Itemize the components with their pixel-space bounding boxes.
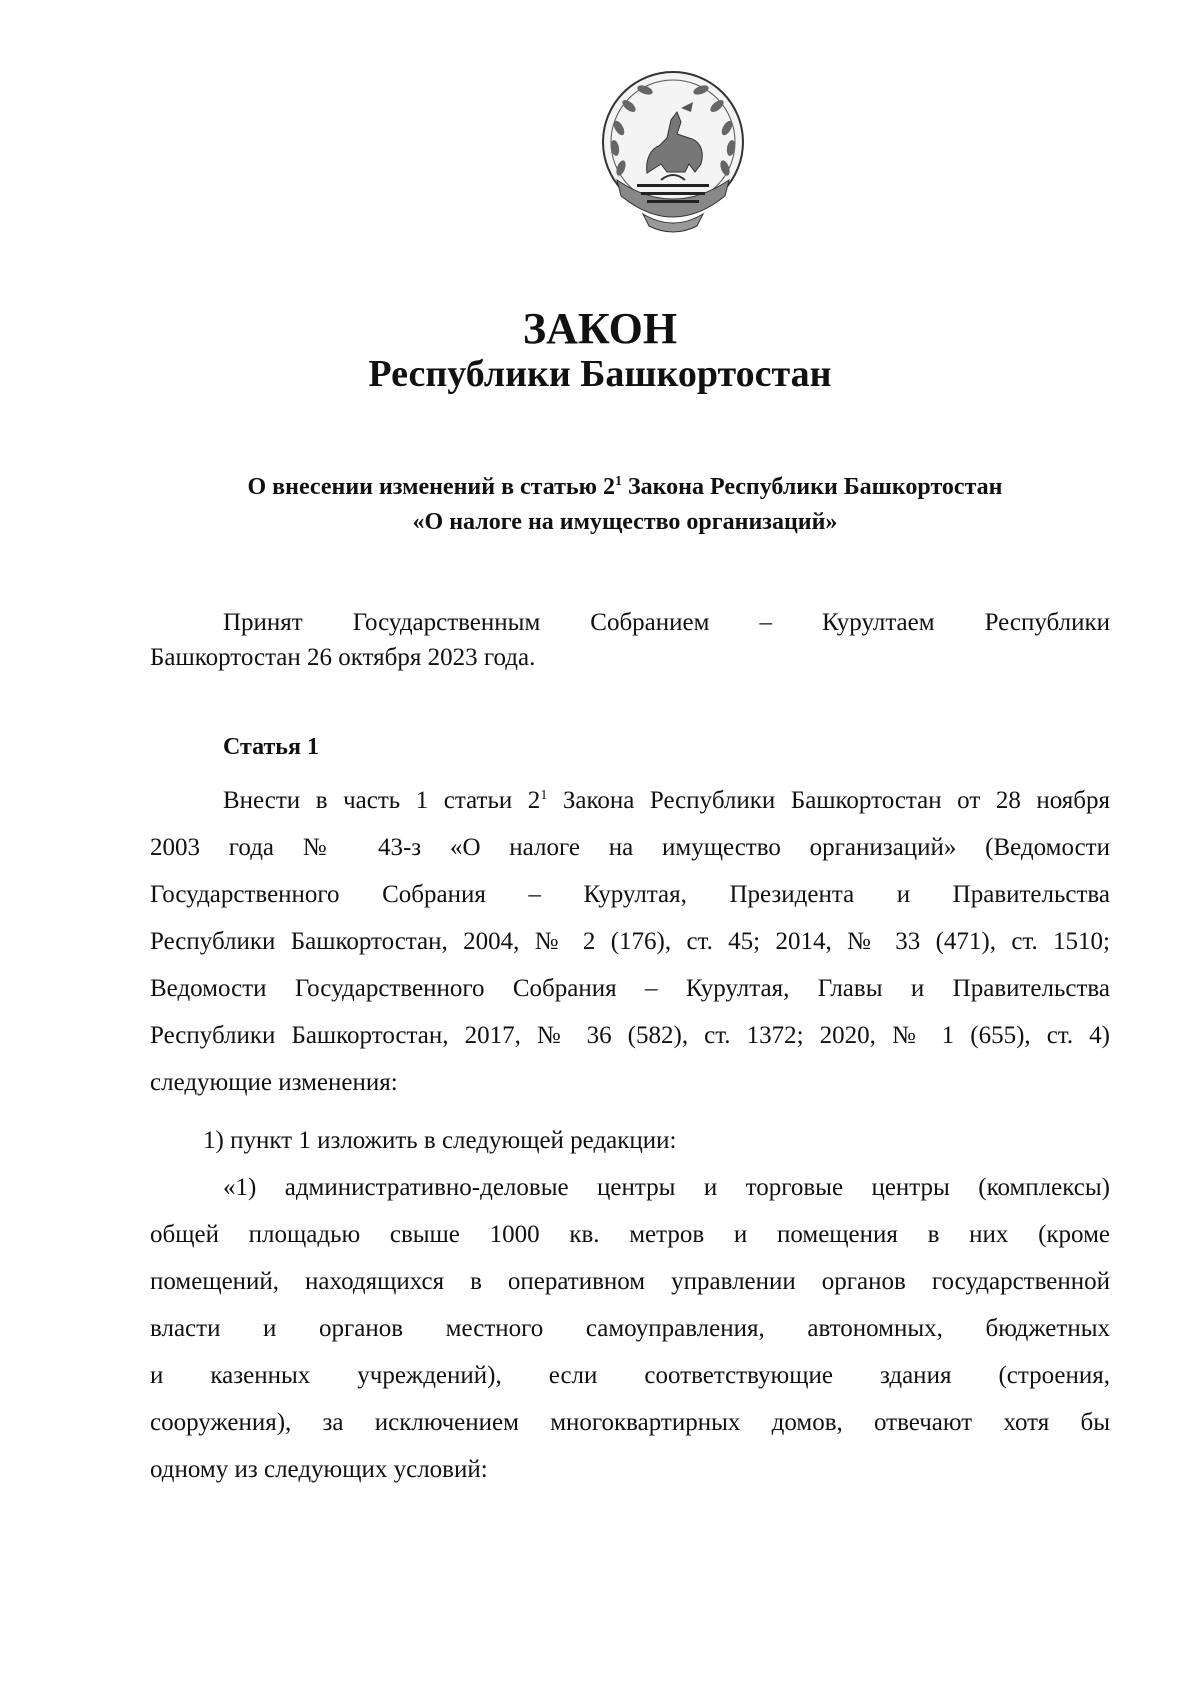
adoption-line-2: Башкортостан 26 октября 2023 года. [150,644,536,671]
paragraph-1-line-5: Ведомости Государственного Собрания – Курултая, Главы и Правительства [150,975,1110,1002]
law-name-line-1b: Закона Республики Башкортостан [621,474,1003,500]
paragraph-2-line-1: 1) пункт 1 изложить в следующей редакции: [203,1127,677,1154]
paragraph-3-line-7: одному из следующих условий: [150,1456,488,1483]
adoption-line-1: Принят Государственным Собранием – Курултаем Республики [223,609,1110,636]
paragraph-1-line-3: Государственного Собрания – Курултая, Президента и Правительства [150,881,1110,908]
paragraph-3-line-4: власти и органов местного самоуправления, автономных, бюджетных [150,1315,1110,1342]
p1-l1a: Внести в часть 1 статьи 2 [223,787,541,814]
document-issuer: Республики Башкортостан [368,353,832,395]
paragraph-1-line-2: 2003 года № 43-з «О налоге на имущество организаций» (Ведомости [150,834,1110,861]
paragraph-1-line-1 [150,777,1110,824]
paragraph-3-line-2: общей площадью свыше 1000 кв. метров и помещения в них (кроме [150,1221,1110,1248]
law-name-line-1 [140,470,1110,505]
article-superscript: 1 [614,474,622,489]
article-paragraph-3 [150,1164,1110,1493]
paragraph-3-line-3: помещений, находящихся в оперативном управлении органов государственной [150,1268,1110,1295]
paragraph-3-line-6: сооружения), за исключением многоквартирных домов, отвечают хотя бы [150,1409,1110,1436]
paragraph-3-line-5: и казенных учреждений), если соответствующие здания (строения, [150,1362,1110,1389]
law-name [140,470,1110,540]
article-paragraph-2 [150,1117,1110,1164]
paragraph-3-line-1: «1) административно-деловые центры и торговые центры (комплексы) [223,1174,1110,1201]
adoption-note [150,605,1110,675]
law-name-line-2: «О налоге на имущество организаций» [412,509,838,535]
article-heading: Статья 1 [223,734,319,760]
p1-l1b: Закона Республики Башкортостан от 28 ноября [547,787,1110,814]
paragraph-1-line-4: Республики Башкортостан, 2004, № 2 (176), ст. 45; 2014, № 33 (471), ст. 1510; [150,928,1110,955]
paragraph-1-line-7: следующие изменения: [150,1069,398,1096]
paragraph-1-line-6: Республики Башкортостан, 2017, № 36 (582), ст. 1372; 2020, № 1 (655), ст. 4) [150,1022,1110,1049]
article-superscript: 1 [540,788,548,803]
law-name-line-1a: О внесении изменений в статью 2 [247,474,615,500]
document-title: ЗАКОН [522,304,678,353]
article-paragraph-1 [150,777,1110,1106]
bashkortostan-coat-of-arms-icon [597,68,749,236]
